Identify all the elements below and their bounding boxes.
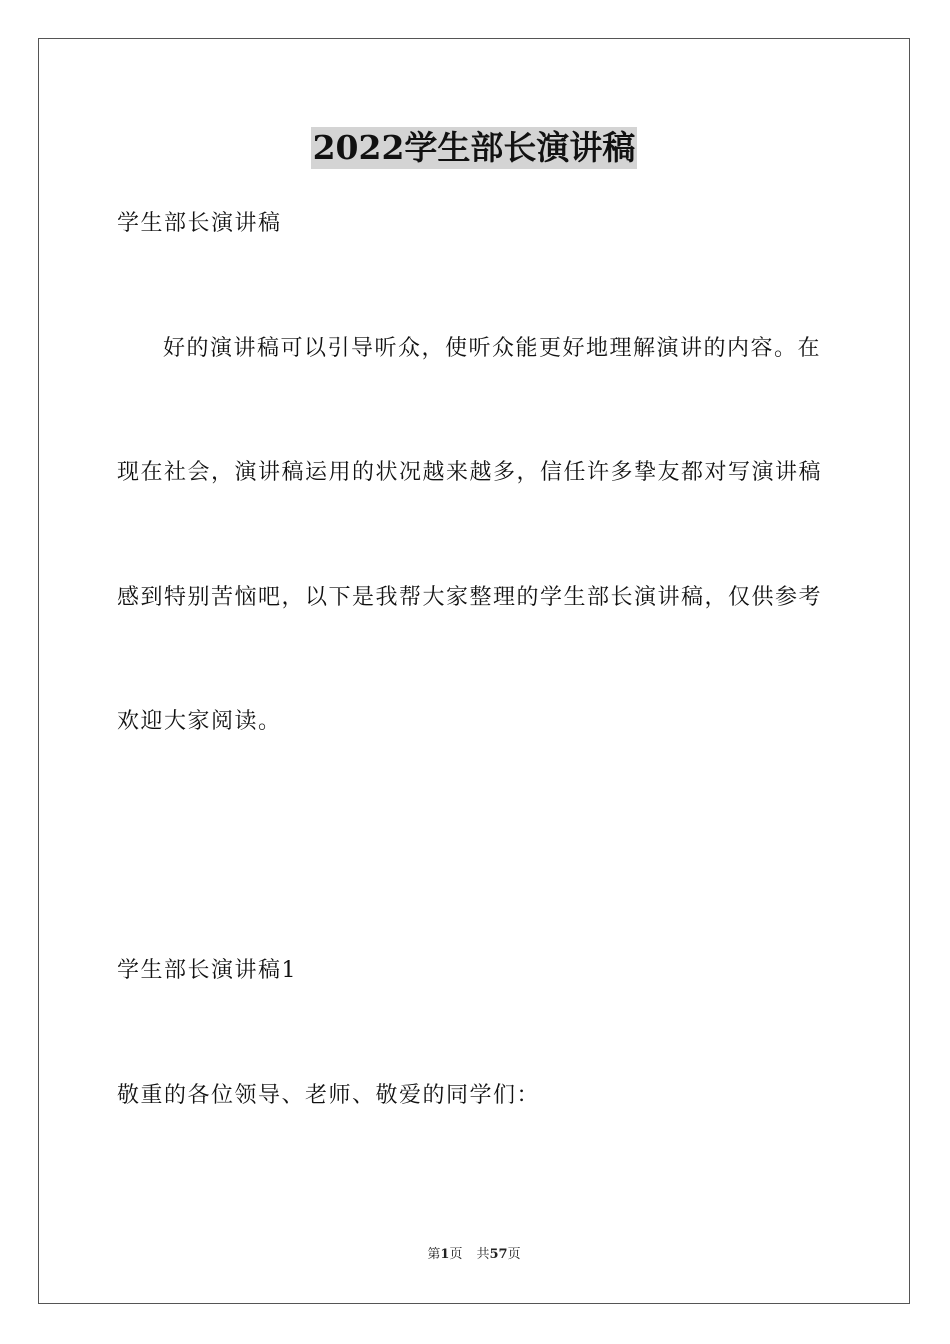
total-pages: 57 [489, 1247, 508, 1262]
paragraph-line: 现在社会，演讲稿运用的状况越来越多，信任许多挚友都对写演讲稿 [117, 460, 823, 485]
page-footer [39, 1245, 909, 1265]
paragraph-line: 欢迎大家阅读。 [117, 709, 282, 734]
document-title: 2022学生部长演讲稿 [312, 128, 636, 167]
total-prefix: 共 [476, 1247, 490, 1262]
page-prefix: 第 [427, 1247, 441, 1262]
page-suffix: 页 [449, 1247, 463, 1262]
document-page [38, 38, 910, 1304]
paragraph-line: 好的演讲稿可以引导听众，使听众能更好地理解演讲的内容。在 [163, 336, 822, 361]
title-container [39, 127, 909, 169]
page-number: 1 [440, 1247, 450, 1262]
paragraph-line: 感到特别苦恼吧，以下是我帮大家整理的学生部长演讲稿，仅供参考 [117, 585, 823, 610]
subtitle-line: 学生部长演讲稿 [117, 211, 282, 236]
salutation-line: 敬重的各位领导、老师、敬爱的同学们： [117, 1083, 541, 1108]
total-suffix: 页 [507, 1247, 521, 1262]
section-heading: 学生部长演讲稿1 [117, 958, 297, 983]
